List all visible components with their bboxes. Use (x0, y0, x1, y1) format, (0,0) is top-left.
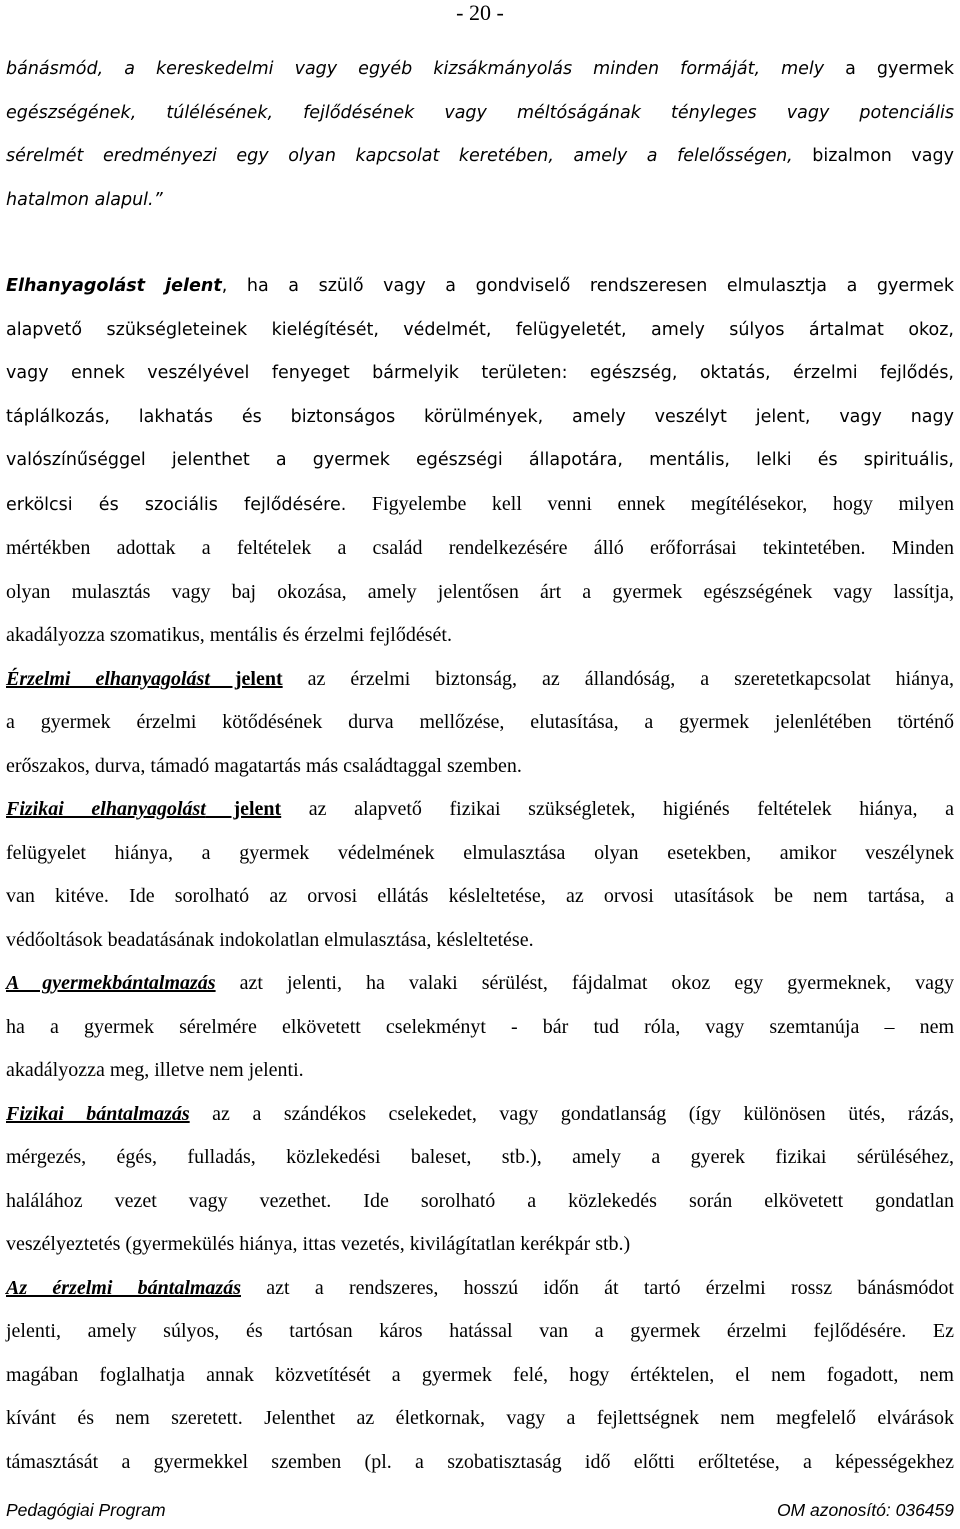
emotional-neglect-line: erőszakos, durva, támadó magatartás más családtaggal szemben. (6, 754, 522, 777)
physical-neglect-line: felügyelet hiánya, a gyermek védelmének elmulasztása olyan esetekben, amikor veszélynek (6, 841, 954, 864)
physical-neglect-line: van kitéve. Ide sorolható az orvosi ellátás késleltetése, az orvosi utasítások be nem tartása, a (6, 885, 954, 907)
emotional-abuse-line: jelenti, amely súlyos, és tartósan káros hatással van a gyermek érzelmi fejlődésére. Ez (6, 1320, 954, 1342)
neglect-line: alapvető szükségleteinek kielégítését, védelmét, felügyeletét, amely súlyos ártalmat okoz, (6, 319, 954, 340)
physical-neglect-term: Fizikai elhanyagolást (6, 798, 206, 820)
page-content (6, 48, 954, 1484)
emotional-abuse-line: támasztását a gyermekkel szemben (pl. a szobatisztaság idő előtti erőltetése, a képességekhez (6, 1450, 954, 1473)
physical-abuse-line: mérgezés, égés, fulladás, közlekedési baleset, stb.), amely a gyerek fizikai sérüléséhez, (6, 1146, 954, 1168)
physical-abuse-line: halálához vezet vagy vezethet. Ide sorolható a közlekedés során elkövetett gondatlan (6, 1189, 954, 1212)
footer-program-name: Pedagógiai Program (6, 1500, 166, 1520)
page-footer (6, 1500, 954, 1528)
physical-neglect-line: Fizikai elhanyagolást jelent az alapvető fizikai szükségletek, higiénés feltételek hiánya, a (6, 798, 954, 820)
child-abuse-term: A gyermekbántalmazás (6, 972, 216, 994)
emotional-abuse-line: kívánt és nem szeretett. Jelenthet az életkornak, vagy a fejlettségnek nem megfelelő elvárások (6, 1407, 954, 1429)
physical-abuse-line: veszélyeztetés (gyermekülés hiánya, ittas vezetés, kivilágítatlan kerékpár stb.) (6, 1233, 631, 1255)
neglect-line: valószínűséggel jelenthet a gyermek egészségi állapotára, mentális, lelki és spirituális, (6, 450, 954, 470)
emotional-neglect-line: Érzelmi elhanyagolást jelent az érzelmi biztonság, az állandóság, a szeretetkapcsolat hiánya, (6, 667, 954, 690)
quote-line: sérelmét eredményezi egy olyan kapcsolat keretében, amely a felelősségen, bizalmon vagy (6, 146, 954, 166)
neglect-line: akadályozza szomatikus, mentális és érzelmi fejlődését. (6, 624, 452, 646)
emotional-abuse-term: Az érzelmi bántalmazás (6, 1276, 241, 1299)
child-abuse-line: A gyermekbántalmazás azt jelenti, ha valaki sérülést, fájdalmat okoz egy gyermeknek, vagy (6, 972, 954, 994)
quote-line: egészségének, túlélésének, fejlődésének vagy méltóságának tényleges vagy potenciális (6, 102, 954, 123)
physical-neglect-line: védőoltások beadatásának indokolatlan elmulasztása, késleltetése. (6, 928, 534, 951)
emotional-neglect-line: a gyermek érzelmi kötődésének durva mellőzése, elutasítása, a gyermek jelenlétében történő (6, 711, 954, 733)
neglect-line: táplálkozás, lakhatás és biztonságos körülmények, amely veszélyt jelent, vagy nagy (6, 406, 954, 427)
neglect-line: mértékben adottak a feltételek a család rendelkezésére álló erőforrásai tekintetében. Minden (6, 537, 954, 559)
footer-om-id: OM azonosító: 036459 (776, 1500, 954, 1520)
neglect-line: erkölcsi és szociális fejlődésére. Figyelembe kell venni ennek megítélésekor, hogy milyen (6, 492, 954, 515)
neglect-line: olyan mulasztás vagy baj okozása, amely jelentősen árt a gyermek egészségének vagy lassítja, (6, 580, 954, 603)
quote-line: bánásmód, a kereskedelmi vagy egyéb kizsákmányolás minden formáját, mely a gyermek (6, 59, 954, 79)
emotional-abuse-line: magában foglalhatja annak közvetítését a gyermek felé, hogy értéktelen, el nem fogadott, nem (6, 1363, 954, 1386)
page-number: - 20 - (456, 0, 504, 25)
neglect-line: Elhanyagolást jelent, ha a szülő vagy a gondviselő rendszeresen elmulasztja a gyermek (6, 276, 954, 296)
child-abuse-line: akadályozza meg, illetve nem jelenti. (6, 1059, 304, 1081)
emotional-neglect-term: Érzelmi elhanyagolást (6, 667, 210, 690)
emotional-abuse-line: Az érzelmi bántalmazás azt a rendszeres, hosszú időn át tartó érzelmi rossz bánásmódot (6, 1276, 954, 1299)
physical-abuse-term: Fizikai bántalmazás (6, 1102, 190, 1125)
neglect-line: vagy ennek veszélyével fenyeget bármelyik területen: egészség, oktatás, érzelmi fejlődés, (6, 363, 954, 383)
neglect-term: Elhanyagolást jelent (6, 276, 222, 296)
physical-abuse-line: Fizikai bántalmazás az a szándékos cselekedet, vagy gondatlanság (így különösen ütés, rázás, (6, 1102, 954, 1125)
quote-line: hatalmon alapul.” (6, 189, 163, 210)
child-abuse-line: ha a gyermek sérelmére elkövetett cselekményt - bár tud róla, vagy szemtanúja – nem (6, 1015, 954, 1038)
